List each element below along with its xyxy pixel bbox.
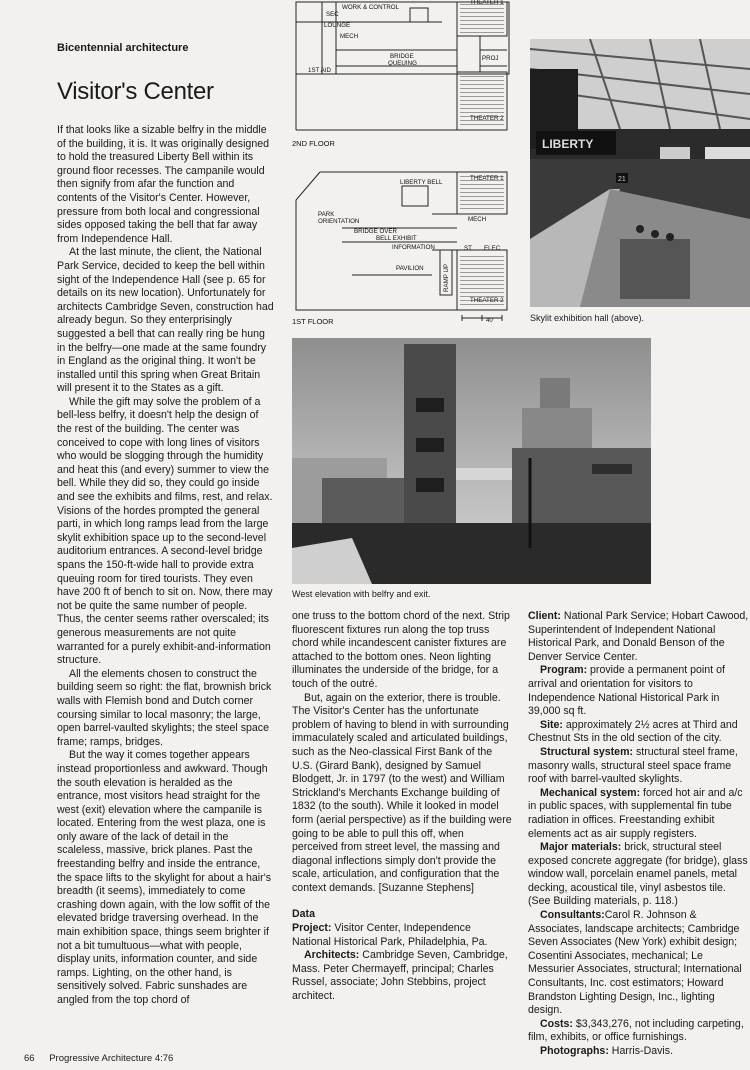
skylit-caption: Skylit exhibition hall (above). (530, 313, 645, 323)
paragraph: But, again on the exterior, there is trouble. The Visitor's Center has the unfortunate problem of having to blend in with surrounding immaculately scaled and articulated buildings, such as the Neo-classical First Bank of the U.S. (Girard Bank), designed by Samuel Blodgett, Jr. in 1797 (to the west) and William Strickland's Merchants Exchange building of 1832 (to the south). While it looked in model form (aerial perspective) as if the building were going to be able to pull this off, when perceived from street level, the massing and diagonal inflections simply don't provide the scale, articulation, and configuration that the context demands. [Suzanne Stephens] (292, 691, 512, 894)
plan-label-elec: ELEC (484, 245, 501, 252)
floor-plans (292, 0, 512, 330)
data-item-project: Project: Visitor Center, Independence National Historical Park, Philadelphia, Pa. (292, 922, 488, 948)
plan-label-information: INFORMATION (392, 244, 435, 251)
publication-name: Progressive Architecture 4:76 (49, 1053, 174, 1064)
plan-label-theater2-2f: THEATER 2 (470, 115, 504, 122)
data-item-photographs: Photographs: Harris-Davis. (540, 1045, 674, 1057)
plan-label-bridge: BRIDGE (390, 53, 414, 60)
article-column-2 (292, 610, 512, 1004)
scale-bar (462, 315, 502, 324)
plan-label-bridge-over: BRIDGE OVER (354, 228, 397, 235)
paragraph: All the elements chosen to construct the building seem so right: the flat, brownish brick walls with Flemish bond and Dutch corner coursing similar to local masonry; the large, open barrel-vaulted skylights; the steel space frame; ramps, bridges. (57, 667, 272, 748)
plan-label-pavilion: PAVILION (396, 265, 424, 272)
svg-text:40': 40' (486, 318, 494, 324)
plan-label-bell-exhibit: BELL EXHIBIT (376, 235, 417, 242)
paragraph: one truss to the bottom chord of the next. Strip fluorescent fixtures run along the top truss chord while incandescent canister fixtures are attached to the bottom ones. Neon lighting illuminates the underside of the bridge, for a touch of the outré. (292, 610, 510, 690)
skylit-number: 21 (618, 176, 626, 183)
plan-caption-1st-floor: 1ST FLOOR (292, 317, 334, 326)
plan-label-liberty-bell: LIBERTY BELL (400, 179, 443, 186)
plan-caption-2nd-floor: 2ND FLOOR (292, 139, 335, 148)
plan-label-ramp-up: RAMP UP (443, 263, 450, 292)
data-item-site: Site: approximately 2½ acres at Third and Chestnut Sts in the old section of the city. (528, 718, 738, 745)
section-kicker: Bicentennial architecture (57, 42, 189, 54)
plan-label-lounge: LOUNGE (324, 22, 351, 29)
plan-label-mech: MECH (340, 33, 359, 40)
article-column-1 (57, 124, 275, 1008)
plan-label-theater1-1f: THEATER 1 (470, 175, 504, 182)
data-item-consultants: Consultants:Carol R. Johnson & Associates, landscape architects; Cambridge Seven Associates (New York) exhibit design; Cosentini Associates, mechanical; Le Messurier Associates, structural; International Consultants, Inc. cost estimators; Howard Brandston Lighting Design, Inc., lighting design. (528, 909, 742, 1017)
article-column-3 (528, 610, 750, 1059)
paragraph: If that looks like a sizable belfry in the middle of the building, it is. It was originally designed to hold the treasured Liberty Bell within its ground floor recesses. The campanile would then signify from afar the function and contents of the Visitor's Center. However, pressure from both local and congressional sides opposed taking the bell that far away from Independence Hall. (57, 124, 269, 245)
plan-label-work-control: WORK & CONTROL (342, 4, 400, 11)
skylit-sign-text: LIBERTY (542, 137, 594, 151)
west-elevation-photo (292, 338, 651, 584)
plan-label-orientation: ORIENTATION (318, 218, 360, 225)
plan-label-sec: SEC (326, 11, 339, 18)
plan-label-first-aid: 1ST AID (308, 67, 331, 74)
plan-label-queuing: QUEUING (388, 60, 417, 67)
plan-label-mech-1f: MECH (468, 216, 487, 223)
paragraph: But the way it comes together appears instead proportionless and awkward. Though the south elevation is heralded as the entrance, most visitors head straight for the west (exit) elevation where the campanile is located. Entering from the west plaza, one is only aware of the lack of detail in the scaleless, massive, brick planes. Past the freestanding belfry and inside the entrance, the space lifts to the skylight for about a hair's breadth (it seems), immediately to come crashing down again, with the low soffit of the elevated bridge traversing overhead. In the main exhibition space, things seem brighter if not a bit tumultuous—what with people, display units, information counter, and side ramps. Lighting, on the other hand, is sensitively solved. Fabric sunshades are angled from the top chord of (57, 749, 272, 1006)
page-footer (24, 1053, 185, 1064)
paragraph: While the gift may solve the problem of a bell-less belfry, it doesn't help the design of the rest of the building. The center was conceived to cope with long lines of visitors who would be slogging through the humidity and heat this (and every) summer to view the bell. While they did so, they could go inside and see the exhibits and films, rest, and relax. Visions of the hordes prompted the general parti, in which long ramps lead from the large skylit exhibition space up to the second-level auditorium entrances. A second-level bridge spans the 150-ft-wide hall to provide extra queuing room for tired tourists. They even have 200 ft of bench to sit on. Now, there may not be quite the same number of people. Thus, the center seems rather overscaled; its generous measurements are not quite warranted for a purely exhibit-and-information structure. (57, 395, 273, 667)
plan-label-park: PARK (318, 211, 335, 218)
data-item-architects: Architects: Cambridge Seven, Cambridge, Mass. Peter Chermayeff, principal; Charles Russel, associate; John Stebbins, project architect. (292, 949, 508, 1003)
article-title: Visitor's Center (57, 78, 214, 105)
skylit-hall-photo (530, 39, 750, 307)
data-item-materials: Major materials: brick, structural steel exposed concrete aggregate (for bridge), glass window wall, porcelain enamel panels, metal decking, acoustical tile, vinyl asbestos tile. (See Building materials, p. 118.) (528, 841, 748, 908)
west-caption: West elevation with belfry and exit. (292, 589, 431, 599)
data-item-costs: Costs: $3,343,276, not including carpeting, film, exhibits, or office furnishings. (528, 1017, 744, 1044)
data-item-structural: Structural system: structural steel frame, masonry walls, structural steel space frame roof with barrel-vaulted skylights. (528, 745, 738, 786)
page-number: 66 (24, 1053, 35, 1064)
data-item-mechanical: Mechanical system: forced hot air and a/c in public spaces, with supplemental fin tube radiation in offices. Freestanding exhibit elements act as air supply registers. (528, 786, 743, 840)
data-item-client: Client: National Park Service; Hobart Cawood, Superintendent of Independent National Historical Park, and Donald Benson of the Denver Service Center. (528, 610, 749, 663)
data-item-program: Program: provide a permanent point of arrival and orientation for visitors to Independence National Historical Park in 39,000 sq ft. (528, 664, 725, 718)
plan-label-theater1-2f: THEATER 1 (470, 0, 504, 6)
data-heading: Data (292, 908, 315, 921)
paragraph: At the last minute, the client, the National Park Service, decided to keep the bell within sight of the Independence Hall (see p. 65 for details on its new location). Unfortunately for architects Cambridge Seven, construction had already begun. So they enterprisingly suggested a bell that can really ring be hung in the belfry—one made at the same foundry in England as the original thing. It won't be installed until this spring when Great Britain will present it to the States as a gift. (57, 246, 274, 395)
plan-label-proj: PROJ (482, 55, 499, 62)
plan-label-st: ST (464, 245, 472, 252)
plan-label-theater2-1f: THEATER 2 (470, 297, 504, 304)
